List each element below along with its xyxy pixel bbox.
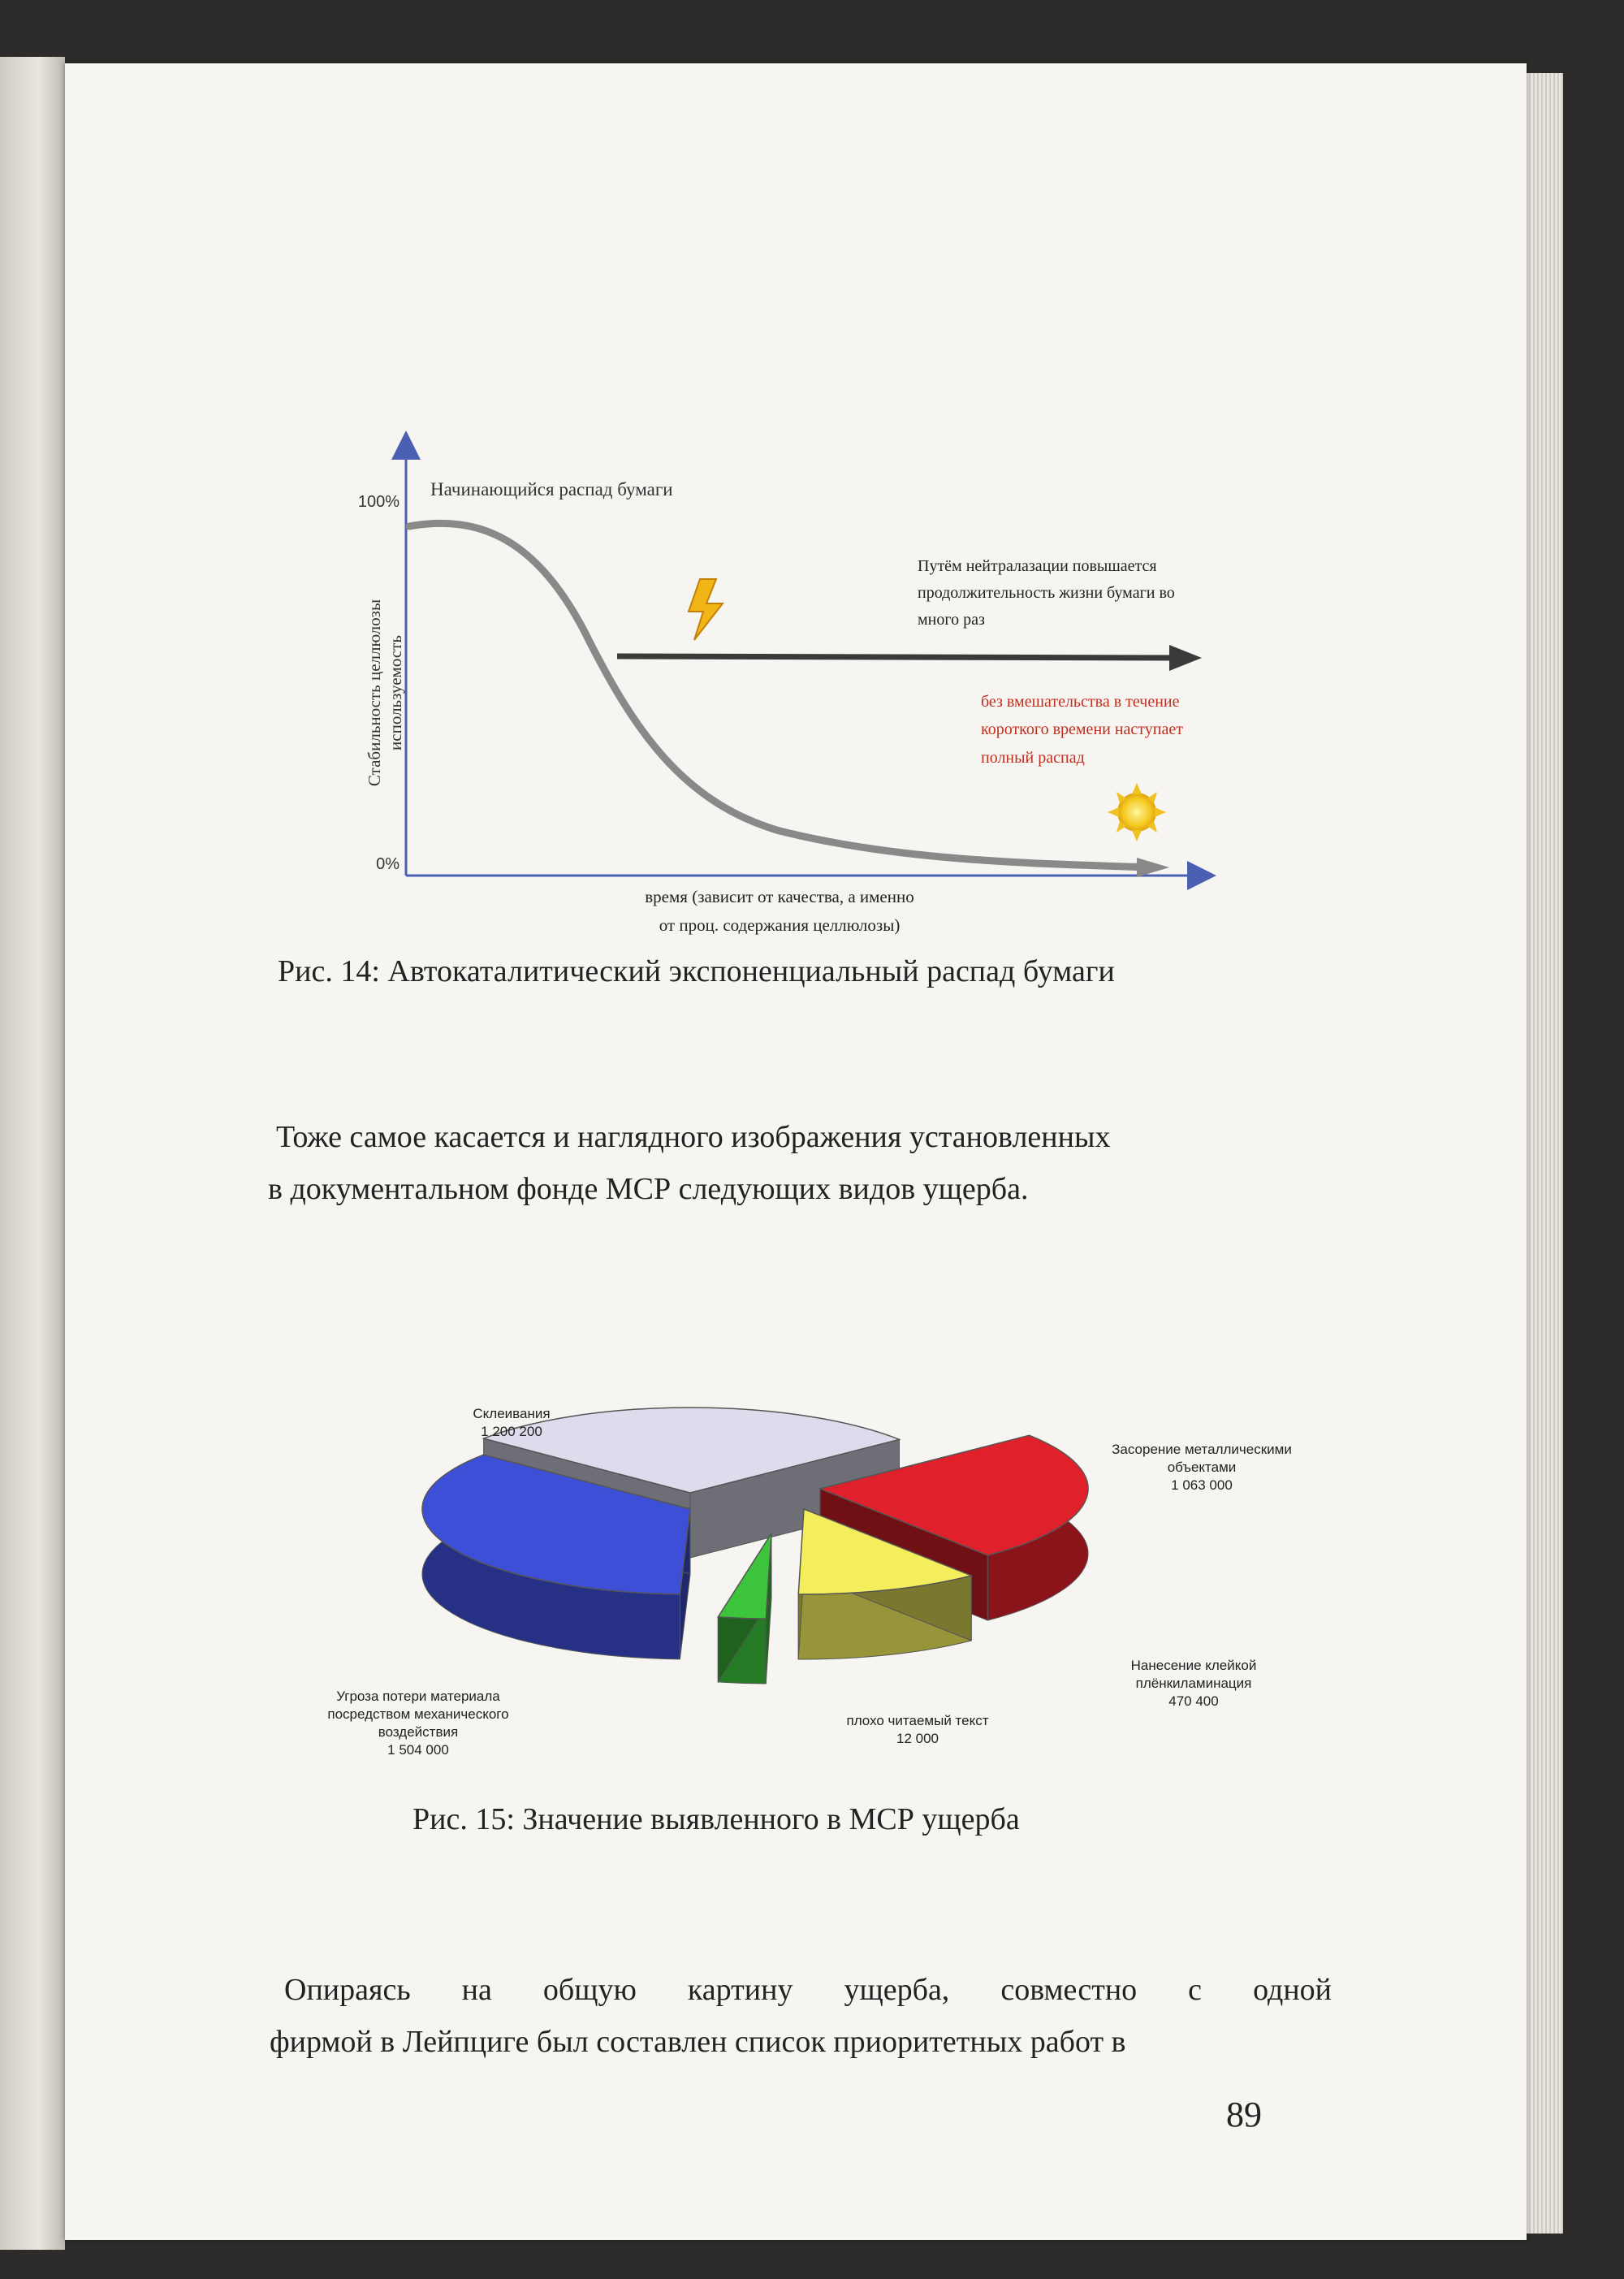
label-skleivaniya-name: Склеивания [473, 1406, 551, 1421]
lower-note-line2: короткого времени наступает [981, 720, 1183, 738]
figure14-caption: Рис. 14: Автокаталитический экспоненциальный распад бумаги [278, 954, 1115, 988]
upper-note-line3: много раз [918, 611, 985, 629]
label-skleivaniya-value: 1 200 200 [481, 1424, 542, 1439]
upper-note-line1: Путём нейтралазации повышается [918, 557, 1157, 575]
sun-icon [1108, 783, 1166, 841]
x-axis-label-line1: время (зависит от качества, а именно [645, 887, 914, 906]
label-nanesenie-value: 470 400 [1168, 1693, 1219, 1709]
label-ugroza-name: Угроза потери материала [336, 1689, 500, 1704]
label-ugroza-name2: посредством механического [327, 1706, 509, 1722]
paragraph2-line1: Опираясь на общую картину ущерба, совместно с одной [284, 1973, 1332, 2007]
label-ugroza-value: 1 504 000 [387, 1742, 449, 1758]
paragraph2-line2: фирмой в Лейпциге был составлен список приоритетных работ в [270, 2025, 1126, 2059]
figure15-caption: Рис. 15: Значение выявленного в МСР ущерба [412, 1802, 1020, 1836]
decay-curve-arrowhead [1137, 858, 1169, 877]
neutralization-arrowhead [1169, 645, 1202, 671]
page-stack-edges [1527, 73, 1563, 2234]
lower-note-line1: без вмешательства в течение [981, 693, 1180, 711]
neutralization-arrow [617, 656, 1186, 658]
label-ploho-name: плохо читаемый текст [846, 1713, 989, 1728]
label-ugroza-name3: воздействия [378, 1724, 459, 1740]
upper-note-line2: продолжительность жизни бумаги во [918, 584, 1175, 602]
start-label: Начинающийся распад бумаги [430, 479, 673, 499]
y-axis-label-line1: Стабильность целлюлозы [365, 599, 384, 787]
damage-pie-chart [276, 1330, 1348, 1785]
label-zasorenie-name: Засорение металлическими [1112, 1442, 1292, 1457]
book-page [65, 63, 1527, 2240]
label-nanesenie-name: Нанесение клейкой [1130, 1658, 1257, 1673]
y-axis-label-line2: используемость [386, 635, 405, 750]
paragraph1-line1: Тоже самое касается и наглядного изображения установленных [276, 1120, 1111, 1154]
paragraph1-line2: в документальном фонде МСР следующих видов ущерба. [268, 1172, 1029, 1206]
lower-note-line3: полный распад [981, 749, 1085, 767]
label-zasorenie-value: 1 063 000 [1171, 1477, 1233, 1493]
page-number: 89 [1226, 2095, 1262, 2134]
label-nanesenie-name2: плёнкиламинация [1135, 1676, 1252, 1691]
y-tick-100: 100% [357, 493, 400, 511]
paper-decay-diagram [325, 372, 1315, 957]
y-tick-0: 0% [376, 855, 400, 873]
left-page-edge [0, 57, 65, 2250]
x-axis-label-line2: от проц. содержания целлюлозы) [659, 915, 901, 935]
label-ploho-value: 12 000 [896, 1731, 939, 1746]
label-zasorenie-name2: объектами [1167, 1460, 1237, 1475]
lightning-icon [689, 579, 723, 640]
